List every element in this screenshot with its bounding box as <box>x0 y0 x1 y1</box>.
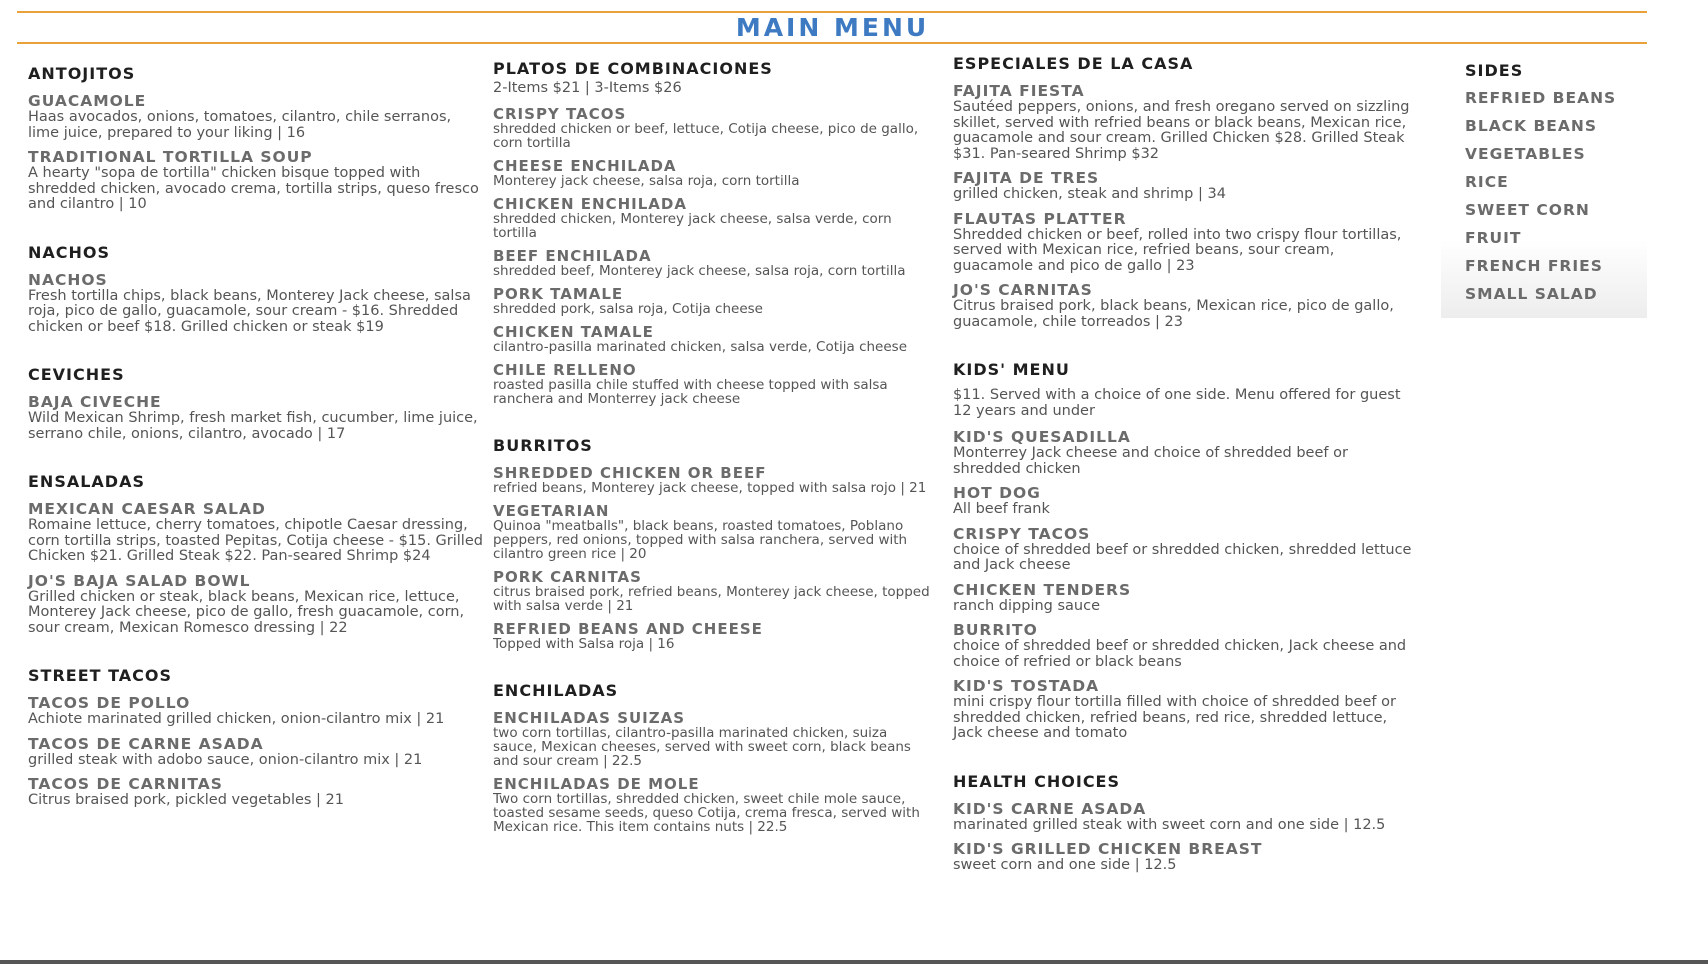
menu-item-description: sweet corn and one side | 12.5 <box>953 857 1177 873</box>
menu-item-description: Shredded chicken or beef, rolled into two crispy flour tortillas, served with Mexican rice, refried beans, sour cream, guacamole and pico de gallo | 23 <box>953 226 1402 274</box>
side-item: SMALL SALAD <box>1465 285 1598 303</box>
menu-item-description: marinated grilled steak with sweet corn and one side | 12.5 <box>953 816 1386 833</box>
menu-item <box>28 736 483 769</box>
menu-section <box>953 772 1413 874</box>
menu-item <box>953 622 1413 670</box>
menu-item <box>493 248 933 278</box>
menu-item-name: JO'S BAJA SALAD BOWL <box>28 571 251 590</box>
side-item: FRUIT <box>1465 229 1522 247</box>
menu-item <box>28 149 483 213</box>
menu-section <box>493 59 933 406</box>
menu-item-name: MEXICAN CAESAR SALAD <box>28 500 266 518</box>
menu-item-name: FAJITA FIESTA <box>953 82 1085 100</box>
menu-item-name: KID'S QUESADILLA <box>953 428 1131 446</box>
menu-item-name: PORK CARNITAS <box>493 568 642 586</box>
menu-item-name: NACHOS <box>28 270 108 289</box>
page-title: MAIN MENU <box>735 13 930 42</box>
menu-item-description: Romaine lettuce, cherry tomatoes, chipotle Caesar dressing, corn tortilla strips, toasted Pepitas, Cotija cheese - $15. Grilled Chicken $21. Grilled Steak $22. Pan-seared Shrimp $24 <box>28 517 483 564</box>
menu-item-name: KID'S CARNE ASADA <box>953 799 1147 818</box>
menu-item-description: Monterey jack cheese, salsa roja, corn tortilla <box>493 173 800 189</box>
menu-section <box>953 54 1413 330</box>
menu-item-name: GUACAMOLE <box>28 92 147 110</box>
menu-item <box>493 503 933 561</box>
menu-item <box>953 526 1413 574</box>
menu-item <box>953 83 1413 162</box>
menu-item-name: TACOS DE POLLO <box>28 694 191 712</box>
section-title: CEVICHES <box>28 365 125 384</box>
menu-item <box>493 465 933 495</box>
menu-item <box>28 272 483 336</box>
menu-item <box>953 282 1413 330</box>
menu-item-description: Fresh tortilla chips, black beans, Monterey Jack cheese, salsa roja, pico de gallo, guacamole, sour cream - $16. Shredded chicken or beef $18. Grilled chicken or steak $19 <box>28 287 471 335</box>
menu-item <box>493 569 933 613</box>
section-subtitle: $11. Served with a choice of one side. Menu offered for guest 12 years and under <box>953 387 1401 419</box>
menu-item-description: Quinoa "meatballs", black beans, roasted tomatoes, Poblano peppers, red onions, topped with salsa ranchera, served with cilantro green rice | 20 <box>493 518 908 562</box>
section-title: BURRITOS <box>493 436 593 455</box>
menu-item <box>493 106 933 150</box>
menu-item-name: CRISPY TACOS <box>953 524 1091 543</box>
menu-item-name: ENCHILADAS SUIZAS <box>493 709 686 727</box>
menu-item-name: CHICKEN TENDERS <box>953 580 1132 599</box>
menu-item-name: CHILE RELLENO <box>493 361 637 379</box>
sides-list <box>1465 89 1616 313</box>
sides-panel <box>1441 58 1647 318</box>
menu-item <box>953 801 1413 834</box>
menu-item-description: choice of shredded beef or shredded chicken, Jack cheese and choice of refried or black beans <box>953 638 1407 670</box>
menu-item-description: shredded chicken, Monterey jack cheese, salsa verde, corn tortilla <box>493 211 892 241</box>
menu-item-description: choice of shredded beef or shredded chicken, shredded lettuce and Jack cheese <box>953 541 1412 573</box>
menu-item-description: grilled steak with adobo sauce, onion-cilantro mix | 21 <box>28 751 423 768</box>
section-title: NACHOS <box>28 242 111 262</box>
menu-item-name: CHICKEN ENCHILADA <box>493 195 687 213</box>
menu-item-name: HOT DOG <box>953 484 1041 502</box>
menu-item-description: Grilled chicken or steak, black beans, Mexican rice, lettuce, Monterey Jack cheese, pico de gallo, fresh guacamole, corn, sour cream, Mexican Romesco dressing | 22 <box>28 588 465 636</box>
menu-item-name: CRISPY TACOS <box>493 105 627 123</box>
menu-item-description: roasted pasilla chile stuffed with cheese topped with salsa ranchera and Monterrey jack cheese <box>493 377 888 407</box>
menu-item <box>493 324 933 354</box>
menu-item-name: KID'S GRILLED CHICKEN BREAST <box>953 840 1263 858</box>
menu-item <box>493 776 933 834</box>
menu-item-description: Two corn tortillas, shredded chicken, sweet chile mole sauce, toasted sesame seeds, queso Cotija, crema fresca, served with Mexican rice. This item contains nuts | 22.5 <box>493 791 920 835</box>
menu-section <box>28 365 483 442</box>
menu-item <box>953 170 1413 203</box>
section-title: PLATOS DE COMBINACIONES <box>493 59 773 78</box>
menu-item-name: BURRITO <box>953 621 1038 639</box>
section-title: ANTOJITOS <box>28 64 136 83</box>
menu-item <box>953 582 1413 615</box>
menu-item <box>953 485 1413 518</box>
menu-section <box>28 666 483 809</box>
menu-item-description: shredded beef, Monterey jack cheese, salsa roja, corn tortilla <box>493 263 906 279</box>
side-item: VEGETABLES <box>1465 145 1586 163</box>
section-title: HEALTH CHOICES <box>953 771 1121 791</box>
menu-item-description: Monterrey Jack cheese and choice of shredded beef or shredded chicken <box>953 445 1348 477</box>
menu-item-description: Achiote marinated grilled chicken, onion-cilantro mix | 21 <box>28 711 445 727</box>
menu-item-description: citrus braised pork, refried beans, Monterey jack cheese, topped with salsa verde | 21 <box>493 584 930 614</box>
menu-item <box>493 196 933 240</box>
section-title: ENCHILADAS <box>493 681 619 700</box>
menu-section <box>953 360 1413 742</box>
menu-item <box>28 501 483 565</box>
menu-item-name: FAJITA DE TRES <box>953 169 1100 187</box>
menu-section <box>28 64 483 213</box>
menu-item <box>493 158 933 188</box>
menu-column-2 <box>493 59 933 864</box>
menu-item-name: BEEF ENCHILADA <box>493 247 652 265</box>
menu-section <box>493 436 933 651</box>
section-title: KIDS' MENU <box>953 360 1070 379</box>
menu-item-description: Haas avocados, onions, tomatoes, cilantro, chile serranos, lime juice, prepared to your liking | 16 <box>28 109 452 141</box>
bottom-border <box>0 960 1708 964</box>
menu-item-description: Sautéed peppers, onions, and fresh oregano served on sizzling skillet, served with refried beans or black beans, Mexican rice, guacamole and sour cream. Grilled Chicken $28. Grilled Steak $31. Pan-seared Shrimp $32 <box>953 99 1410 162</box>
menu-item <box>493 621 933 651</box>
menu-item-name: ENCHILADAS DE MOLE <box>493 775 700 793</box>
menu-item <box>493 710 933 768</box>
menu-item-description: A hearty "sopa de tortilla" chicken bisque topped with shredded chicken, avocado crema, tortilla strips, queso fresco and cilantro | 10 <box>28 165 479 212</box>
menu-item-description: Citrus braised pork, black beans, Mexican rice, pico de gallo, guacamole, chile torreados | 23 <box>953 298 1394 330</box>
menu-item-name: FLAUTAS PLATTER <box>953 209 1127 228</box>
menu-item-description: Citrus braised pork, pickled vegetables | 21 <box>28 792 344 808</box>
menu-item <box>953 841 1413 874</box>
menu-item <box>28 394 483 442</box>
menu-item-description: refried beans, Monterey jack cheese, topped with salsa rojo | 21 <box>493 480 927 496</box>
menu-section <box>28 243 483 336</box>
menu-item <box>28 573 483 637</box>
menu-item-name: CHICKEN TAMALE <box>493 323 654 341</box>
menu-item-name: REFRIED BEANS AND CHEESE <box>493 620 763 638</box>
menu-item-name: KID'S TOSTADA <box>953 677 1100 695</box>
menu-item-name: JO'S CARNITAS <box>953 281 1093 299</box>
side-item: BLACK BEANS <box>1465 117 1598 135</box>
menu-item <box>28 695 483 728</box>
menu-item <box>953 211 1413 275</box>
menu-item-description: All beef frank <box>953 501 1050 517</box>
menu-item <box>953 678 1413 742</box>
menu-item-name: TACOS DE CARNE ASADA <box>28 734 264 753</box>
section-title: ESPECIALES DE LA CASA <box>953 54 1194 73</box>
side-item: RICE <box>1465 173 1509 191</box>
menu-section <box>28 472 483 636</box>
side-item: REFRIED BEANS <box>1465 89 1617 107</box>
menu-item-description: ranch dipping sauce <box>953 597 1101 614</box>
menu-item-description: cilantro-pasilla marinated chicken, salsa verde, Cotija cheese <box>493 339 908 355</box>
menu-item-name: VEGETARIAN <box>493 502 610 520</box>
menu-item-name: BAJA CIVECHE <box>28 393 162 411</box>
menu-item-name: CHEESE ENCHILADA <box>493 157 677 175</box>
menu-item-description: Wild Mexican Shrimp, fresh market fish, cucumber, lime juice, serrano chile, onions, cilantro, avocado | 17 <box>28 410 478 442</box>
menu-item <box>953 429 1413 477</box>
menu-item-name: SHREDDED CHICKEN OR BEEF <box>493 464 767 482</box>
menu-item <box>28 93 483 141</box>
menu-item-description: two corn tortillas, cilantro-pasilla marinated chicken, suiza sauce, Mexican cheeses, served with sweet corn, black beans and sour cream | 22.5 <box>493 725 911 769</box>
menu-column-3 <box>953 54 1413 904</box>
menu-item <box>493 362 933 406</box>
menu-item-description: mini crispy flour tortilla filled with choice of shredded beef or shredded chicken, refried beans, red rice, shredded lettuce, Jack cheese and tomato <box>953 694 1396 741</box>
menu-item <box>493 286 933 316</box>
header-rule-bottom <box>17 42 1647 44</box>
side-item: SWEET CORN <box>1465 201 1590 219</box>
menu-item-description: shredded pork, salsa roja, Cotija cheese <box>493 301 763 317</box>
menu-item-name: PORK TAMALE <box>493 285 624 303</box>
section-subtitle: 2-Items $21 | 3-Items $26 <box>493 80 682 96</box>
menu-section <box>493 681 933 834</box>
side-item: FRENCH FRIES <box>1465 257 1603 275</box>
menu-item-name: TRADITIONAL TORTILLA SOUP <box>28 148 313 166</box>
section-title: ENSALADAS <box>28 472 145 491</box>
menu-column-1 <box>28 64 483 839</box>
sides-title: SIDES <box>1465 61 1524 80</box>
menu-item-description: Topped with Salsa roja | 16 <box>493 636 675 652</box>
menu-item-description: shredded chicken or beef, lettuce, Cotija cheese, pico de gallo, corn tortilla <box>493 121 919 151</box>
menu-item-name: TACOS DE CARNITAS <box>28 775 223 793</box>
menu-item <box>28 776 483 809</box>
menu-item-description: grilled chicken, steak and shrimp | 34 <box>953 186 1226 202</box>
section-title: STREET TACOS <box>28 666 173 685</box>
